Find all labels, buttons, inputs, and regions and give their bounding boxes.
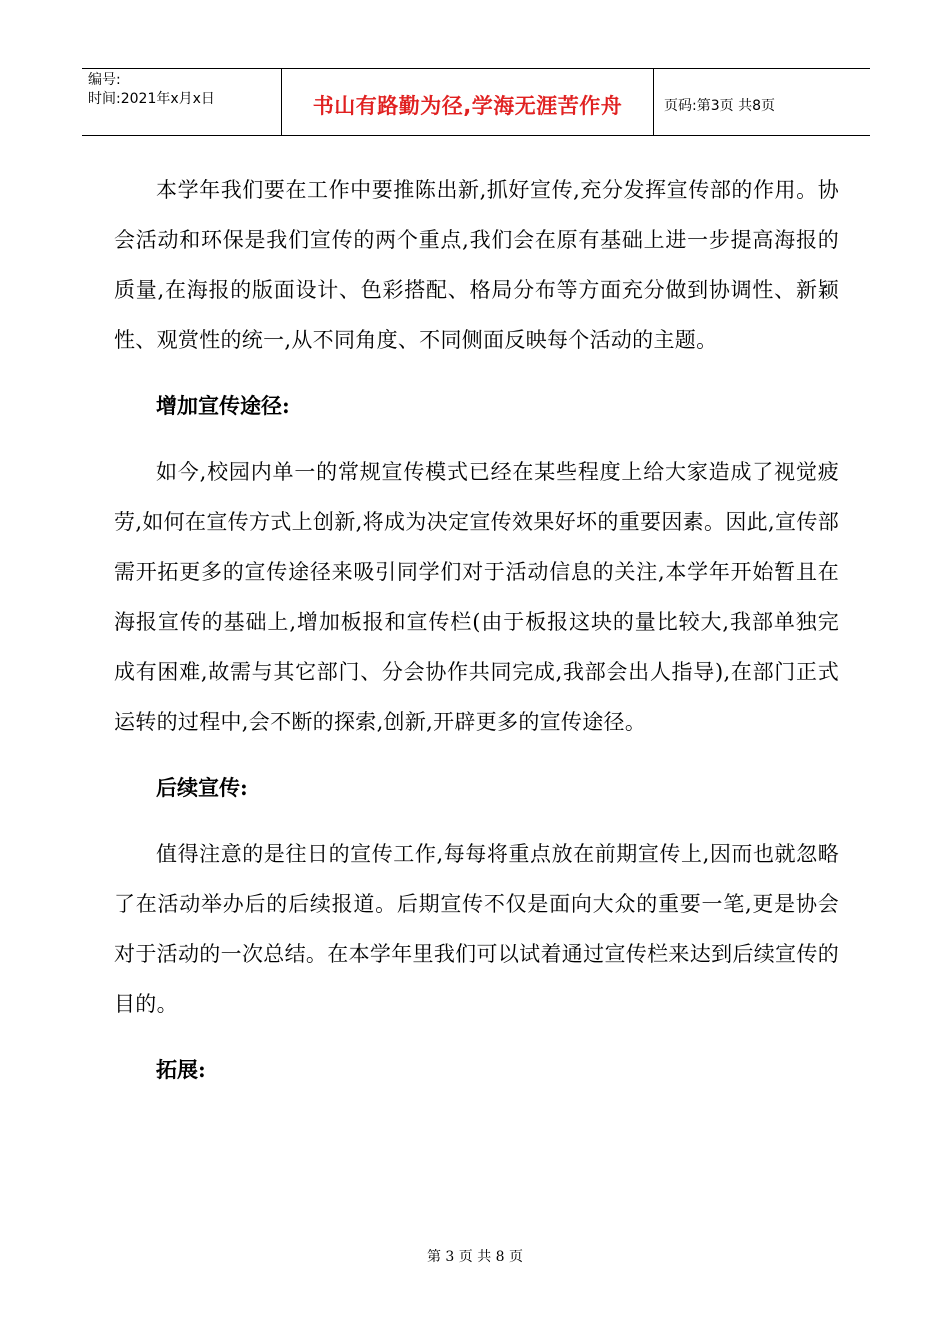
header-motto-cell [282, 69, 654, 135]
paragraph-followup: 值得注意的是往日的宣传工作,每每将重点放在前期宣传上,因而也就忽略了在活动举办后的后续报道。后期宣传不仅是面向大众的重要一笔,更是协会对于活动的一次总结。在本学年里我们可以试着通过宣传栏来达到后续宣传的目的。 [114, 842, 839, 1016]
page-footer [0, 1246, 950, 1266]
section-heading-followup: 后续宣传: [156, 775, 248, 800]
section-heading-channels: 增加宣传途径: [156, 393, 290, 418]
document-body [114, 165, 839, 1111]
paragraph-intro: 本学年我们要在工作中要推陈出新,抓好宣传,充分发挥宣传部的作用。协会活动和环保是我们宣传的两个重点,我们会在原有基础上进一步提高海报的质量,在海报的版面设计、色彩搭配、格局分布等方面充分做到协调性、新颖性、观赏性的统一,从不同角度、不同侧面反映每个活动的主题。 [114, 178, 839, 352]
header-page-cell [654, 69, 870, 135]
document-time-label: 时间:2021年x月x日 [88, 91, 215, 107]
document-number-label: 编号: [88, 72, 121, 88]
header-meta [82, 69, 282, 135]
header-motto: 书山有路勤为径,学海无涯苦作舟 [312, 94, 623, 118]
document-header [82, 68, 870, 136]
section-heading-expansion: 拓展: [156, 1057, 206, 1082]
header-page-number: 页码:第3页 共8页 [664, 98, 775, 114]
paragraph-channels: 如今,校园内单一的常规宣传模式已经在某些程度上给大家造成了视觉疲劳,如何在宣传方式上创新,将成为决定宣传效果好坏的重要因素。因此,宣传部需开拓更多的宣传途径来吸引同学们对于活动信息的关注,本学年开始暂且在海报宣传的基础上,增加板报和宣传栏(由于板报这块的量比较大,我部单独完成有困难,故需与其它部门、分会协作共同完成,我部会出人指导),在部门正式运转的过程中,会不断的探索,创新,开辟更多的宣传途径。 [114, 460, 839, 734]
footer-page-number: 第 3 页 共 8 页 [426, 1249, 524, 1265]
